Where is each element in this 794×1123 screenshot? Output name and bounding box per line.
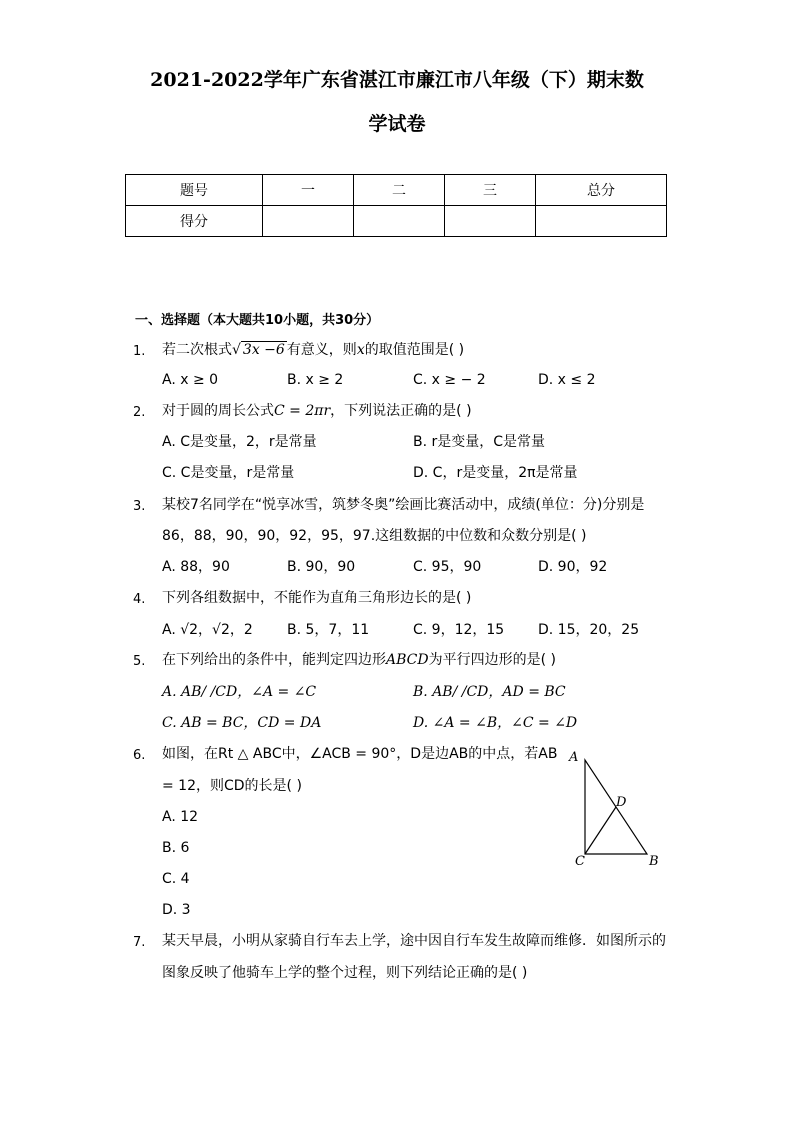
question-number: 3. (133, 499, 146, 514)
score-header-cell: 三 (445, 175, 536, 206)
option-b: B. 90，90 (287, 559, 356, 575)
stem-text: 为平行四边形的是( ) (428, 652, 556, 668)
stem-var: ABCD (386, 652, 429, 668)
question-stem (162, 650, 556, 670)
stem-text: 有意义，则 (286, 342, 357, 358)
score-table (125, 174, 667, 237)
option-d: D. ∠A = ∠B，∠C = ∠D (413, 715, 578, 731)
option-b: B. r是变量，C是常量 (413, 434, 546, 450)
option-d: D. 15，20，25 (538, 622, 640, 638)
question-stem-line2: 86，88，90，90，92，95，97.这组数据的中位数和众数分别是( ) (162, 528, 587, 544)
question-stem: 下列各组数据中，不能作为直角三角形边长的是( ) (162, 590, 472, 606)
score-row-label: 得分 (126, 206, 263, 237)
question-stem (162, 340, 464, 360)
question-stem-line1: 如图，在Rt △ ABC中，∠ACB = 90°，D是边AB的中点，若AB (162, 746, 558, 762)
option-c: C. 95，90 (413, 559, 482, 575)
option-a: A. 12 (162, 809, 199, 825)
option-b: B. x ≥ 2 (287, 372, 344, 388)
score-header-cell: 总分 (536, 175, 667, 206)
option-a: A. x ≥ 0 (162, 372, 219, 388)
label-b: B (649, 854, 659, 869)
score-header-cell: 题号 (126, 175, 263, 206)
option-c: C. 9，12，15 (413, 622, 505, 638)
question-stem-line1: 某天早晨，小明从家骑自行车去上学，途中因自行车发生故障而维修．如图所示的 (162, 933, 666, 949)
option-c: C. 4 (162, 871, 190, 887)
question-stem-line2: = 12，则CD的长是( ) (162, 778, 302, 794)
question-number: 2. (133, 405, 146, 420)
score-cell (354, 206, 445, 237)
score-table-header-row (126, 175, 667, 206)
score-header-cell: 一 (263, 175, 354, 206)
section-heading: 一、选择题（本大题共10小题，共30分） (135, 313, 380, 328)
triangle-figure (565, 748, 675, 873)
label-d: D (616, 795, 627, 810)
stem-text: 对于圆的周长公式 (162, 403, 274, 419)
question-stem-line2: 图象反映了他骑车上学的整个过程，则下列结论正确的是( ) (162, 965, 528, 981)
stem-var: x (356, 342, 365, 358)
sqrt-radicand: 3x −6 (242, 342, 285, 358)
stem-text: 若二次根式 (162, 342, 232, 358)
question-stem (162, 401, 472, 421)
score-table-score-row (126, 206, 667, 237)
option-d: D. C，r是变量，2π是常量 (413, 465, 578, 481)
score-cell (536, 206, 667, 237)
option-b: B. AB/ /CD，AD = BC (413, 684, 566, 700)
score-cell (263, 206, 354, 237)
question-number: 6. (133, 748, 146, 763)
sqrt-symbol: √ (232, 342, 241, 358)
stem-formula: C = 2πr (274, 403, 331, 419)
stem-text: ，下列说法正确的是( ) (330, 403, 472, 419)
option-a: A. √2，√2，2 (162, 622, 253, 638)
option-b: B. 5，7，11 (287, 622, 370, 638)
option-a: A. AB/ /CD，∠A = ∠C (162, 684, 317, 700)
option-c: C. x ≥ − 2 (413, 372, 486, 388)
option-d: D. x ≤ 2 (538, 372, 596, 388)
question-number: 5. (133, 654, 146, 669)
option-d: D. 3 (162, 902, 191, 918)
option-d: D. 90，92 (538, 559, 608, 575)
question-number: 1. (133, 344, 146, 359)
option-a: A. C是变量，2，r是常量 (162, 434, 317, 450)
option-c: C. C是变量，r是常量 (162, 465, 295, 481)
paper-title-line1: 2021-2022学年广东省湛江市廉江市八年级（下）期末数 (150, 69, 644, 91)
label-c: C (575, 854, 585, 869)
paper-title-line2: 学试卷 (368, 113, 426, 135)
stem-text: 的取值范围是( ) (364, 342, 465, 358)
option-c: C. AB = BC，CD = DA (162, 715, 322, 731)
question-number: 4. (133, 592, 146, 607)
stem-text: 在下列给出的条件中，能判定四边形 (162, 652, 386, 668)
option-b: B. 6 (162, 840, 190, 856)
score-header-cell: 二 (354, 175, 445, 206)
label-a: A (569, 750, 579, 765)
question-number: 7. (133, 935, 146, 950)
score-cell (445, 206, 536, 237)
option-a: A. 88，90 (162, 559, 230, 575)
question-stem-line1: 某校7名同学在“悦享冰雪，筑梦冬奥”绘画比赛活动中，成绩(单位：分)分别是 (162, 497, 645, 513)
segment-cd (585, 807, 616, 854)
